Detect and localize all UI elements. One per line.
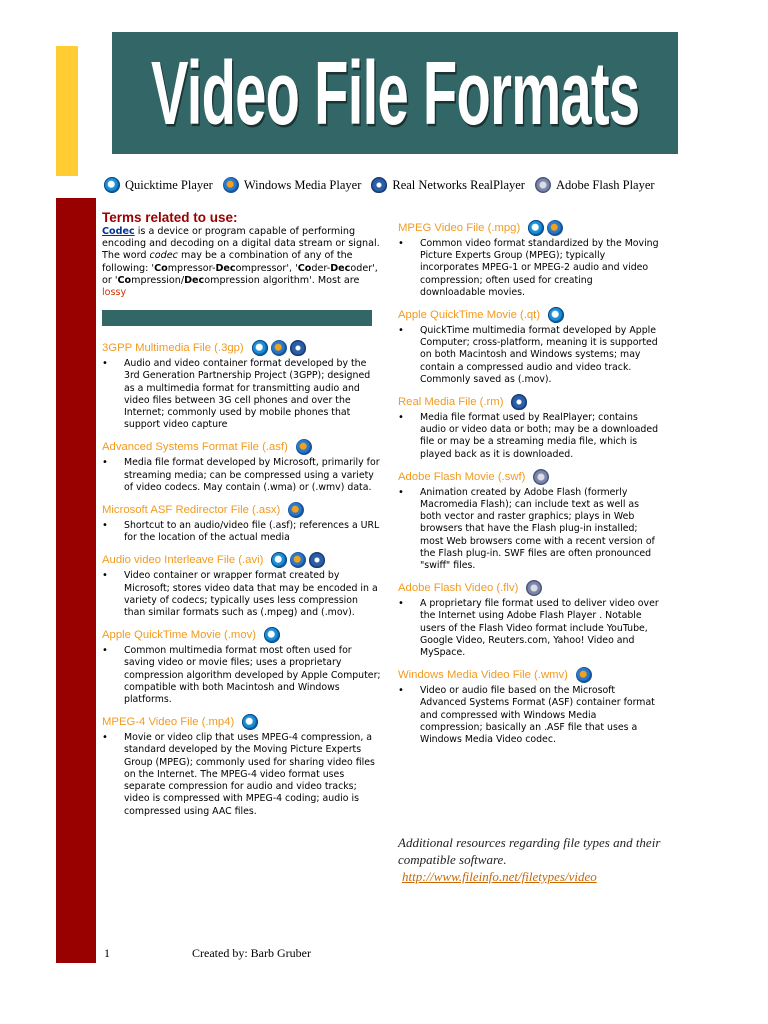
terms-text: is a device or program capable of performing encoding and decoding on a digital data stream or signal. The word — [102, 226, 380, 262]
format-description: Video or audio file based on the Microsoft Advanced Systems Format (ASF) container format and compressed with Windows Media compression; basically an .ASF file that uses a Windows Media Video codec. — [420, 685, 655, 746]
format-heading-text: Audio video Interleave File (.avi) — [102, 554, 264, 567]
format-heading-text: Microsoft ASF Redirector File (.asx) — [102, 504, 281, 517]
format-description: QuickTime multimedia format developed by Apple Computer; cross-platform, meaning it is supported on both Macintosh and Windows systems; may contain a compressed audio and video track. Commonly saved as (.mov). — [420, 325, 658, 385]
terms-text: mpressor- — [167, 262, 216, 274]
bullet-icon: • — [102, 645, 108, 657]
lossy-link[interactable]: lossy — [102, 287, 127, 299]
format-section — [398, 394, 660, 461]
format-heading-text: Windows Media Video File (.wmv) — [398, 669, 568, 682]
terms-text: ompressor', ' — [235, 262, 298, 274]
format-section — [398, 220, 660, 299]
format-heading-text: Apple QuickTime Movie (.qt) — [398, 309, 541, 322]
windows-media-icon — [296, 439, 312, 455]
terms-text: Dec — [184, 274, 205, 286]
windows-media-icon — [271, 340, 287, 356]
format-bullet — [102, 570, 382, 619]
format-heading-text: Adobe Flash Video (.flv) — [398, 582, 519, 595]
bullet-icon: • — [398, 486, 404, 498]
legend-label: Windows Media Player — [243, 177, 362, 192]
realplayer-icon — [511, 394, 527, 410]
resources-note — [398, 834, 668, 885]
terms-text: may be a combination of any of the following: ' — [102, 250, 353, 274]
format-heading — [102, 714, 382, 730]
legend-quicktime — [104, 177, 213, 193]
format-section — [398, 667, 660, 746]
format-heading — [102, 439, 382, 455]
bullet-icon: • — [102, 570, 108, 582]
terms-text: ompression algorithm'. Most are — [204, 274, 360, 286]
format-bullet — [398, 598, 660, 659]
terms-text: codec — [149, 250, 178, 262]
bullet-icon: • — [398, 325, 404, 337]
bullet-icon: • — [102, 520, 108, 532]
bullet-icon: • — [102, 457, 108, 469]
format-heading — [102, 502, 382, 518]
flash-icon — [533, 469, 549, 485]
legend-realplayer — [371, 177, 525, 193]
legend-label: Quicktime Player — [125, 177, 213, 192]
format-section — [102, 502, 382, 544]
yellow-side-bar — [56, 46, 78, 176]
title-banner — [112, 32, 678, 154]
format-section — [398, 307, 660, 386]
format-heading-text: 3GPP Multimedia File (.3gp) — [102, 342, 244, 355]
format-heading-text: MPEG Video File (.mpg) — [398, 222, 521, 234]
format-description: Common multimedia format most often used for saving video or movie files; uses a proprietary compression algorithm developed by Apple Computer; compatible with both Macintosh and Windows platforms. — [124, 645, 381, 706]
bullet-icon: • — [102, 358, 108, 370]
format-icons — [511, 394, 530, 410]
format-icons — [242, 714, 261, 730]
format-heading — [398, 469, 660, 485]
format-heading — [102, 340, 382, 356]
page-number: 1 — [104, 946, 110, 960]
format-icons — [526, 580, 545, 596]
format-heading-text: Real Media File (.rm) — [398, 396, 504, 409]
bullet-icon: • — [102, 732, 108, 744]
format-description: Video container or wrapper format created by Microsoft; stores video data that may be encoded in a variety of codecs; typically uses less compression than similar formats such as (.mpeg) and (.mov). — [124, 570, 378, 619]
bullet-icon: • — [398, 412, 404, 424]
terms-text: Co — [117, 274, 132, 286]
format-description: Movie or video clip that uses MPEG-4 compression, a standard developed by the Moving Picture Experts Group (MPEG); commonly used for sharing video files on the Internet. The MPEG-4 video format uses separate compression for audio and video tracks; video is compressed with MPEG-4 coding; audio is compressed using AAC files. — [124, 732, 375, 817]
format-description: Shortcut to an audio/video file (.asf); references a URL for the location of the actual media — [124, 520, 380, 544]
terms-text: Dec — [330, 262, 351, 274]
legend-flash — [535, 177, 655, 193]
format-section — [102, 627, 382, 706]
terms-paragraph — [102, 226, 382, 299]
format-section — [398, 469, 660, 572]
format-heading — [398, 307, 660, 323]
format-description: Common video format standardized by the Moving Picture Experts Group (MPEG); typically incorporates MPEG-1 or MPEG-2 audio and video compression; often used for creating downloadable movies. — [420, 238, 659, 298]
terms-text: mpression/ — [131, 274, 185, 286]
left-sections — [102, 340, 382, 817]
format-heading-text: Advanced Systems Format File (.asf) — [102, 441, 288, 454]
format-description: Media file format developed by Microsoft, primarily for streaming media; can be compressed using a variety of video codecs. May contain (.wma) or (.wmv) data. — [124, 457, 380, 493]
format-bullet — [102, 732, 382, 817]
format-section — [102, 714, 382, 817]
format-bullet — [398, 685, 660, 746]
terms-text: der- — [311, 262, 331, 274]
right-sections — [398, 220, 660, 746]
page-title: Video File Formats — [150, 41, 640, 144]
flash-icon — [526, 580, 542, 596]
quicktime-icon — [548, 307, 564, 323]
quicktime-icon — [528, 220, 544, 236]
format-icons — [533, 469, 552, 485]
format-bullet — [398, 412, 660, 461]
quicktime-icon — [264, 627, 280, 643]
windows-media-icon — [547, 220, 563, 236]
resources-text: Additional resources regarding file types and their compatible software. — [398, 835, 661, 867]
format-icons — [576, 667, 595, 683]
format-icons — [264, 627, 283, 643]
format-heading — [398, 394, 660, 410]
realplayer-icon — [371, 177, 387, 193]
format-bullet — [102, 358, 382, 431]
quicktime-icon — [271, 552, 287, 568]
format-description: Media file format used by RealPlayer; contains audio or video data or both; may be a downloaded file or may be a streaming media file, which is played back as it is downloaded. — [420, 412, 659, 460]
format-bullet — [102, 457, 382, 494]
quicktime-icon — [242, 714, 258, 730]
format-icons — [271, 552, 328, 568]
format-heading — [398, 580, 660, 596]
terms-heading: Terms related to use: — [102, 210, 238, 225]
format-section — [102, 340, 382, 431]
format-bullet — [102, 520, 382, 544]
format-bullet — [102, 645, 382, 706]
left-column — [102, 210, 382, 826]
format-icons — [288, 502, 307, 518]
legend-windows-media — [223, 177, 362, 193]
format-heading — [398, 220, 660, 236]
player-legend — [104, 174, 704, 196]
format-heading — [398, 667, 660, 683]
teal-divider — [102, 310, 372, 326]
realplayer-icon — [309, 552, 325, 568]
resources-link[interactable]: http://www.fileinfo.net/filetypes/video — [402, 869, 597, 884]
legend-label: Real Networks RealPlayer — [392, 177, 525, 192]
codec-term: Codec — [102, 226, 135, 237]
windows-media-icon — [288, 502, 304, 518]
format-icons — [528, 220, 566, 236]
bullet-icon: • — [398, 238, 404, 249]
format-section — [102, 439, 382, 494]
format-icons — [296, 439, 315, 455]
format-section — [102, 552, 382, 619]
format-bullet — [398, 325, 660, 386]
terms-text: Co — [154, 262, 168, 274]
format-icons — [548, 307, 567, 323]
terms-text: Co — [297, 262, 312, 274]
format-description: A proprietary file format used to deliver video over the Internet using Adobe Flash Player . Notable users of the Flash Video format include YouTube, Google Video, Reuters.com, Yahoo! Video and MySpace. — [420, 598, 659, 659]
flash-icon — [535, 177, 551, 193]
windows-media-icon — [223, 177, 239, 193]
format-bullet — [398, 487, 660, 572]
right-column — [398, 220, 660, 754]
format-heading-text: Adobe Flash Movie (.swf) — [398, 470, 526, 483]
format-section — [398, 580, 660, 659]
format-heading — [102, 552, 382, 568]
quicktime-icon — [252, 340, 268, 356]
terms-text: oder', or ' — [102, 262, 378, 286]
format-heading-text: MPEG-4 Video File (.mp4) — [102, 716, 235, 729]
windows-media-icon — [576, 667, 592, 683]
format-icons — [252, 340, 309, 356]
format-heading-text: Apple QuickTime Movie (.mov) — [102, 629, 257, 642]
legend-label: Adobe Flash Player — [555, 177, 655, 192]
format-heading — [102, 627, 382, 643]
bullet-icon: • — [398, 598, 404, 610]
credit-line: Created by: Barb Gruber — [192, 946, 311, 960]
format-description: Audio and video container format developed by the 3rd Generation Partnership Project (3GPP); designed as a multimedia format for transmitting audio and video files between 3G cell phones and over the Internet; commonly used by mobile phones that support video capture — [124, 358, 371, 431]
bullet-icon: • — [398, 685, 404, 697]
format-bullet — [398, 238, 660, 299]
quicktime-icon — [104, 177, 120, 193]
terms-text: Dec — [215, 262, 236, 274]
format-description: Animation created by Adobe Flash (formerly Macromedia Flash); can include text as well as both vector and raster graphics; plays in Web browsers that have the Flash plug-in installed; most Web browsers come with a recent version of the Flash plug-in. SWF files are often pronounced "swiff" files. — [420, 486, 655, 572]
red-side-bar — [56, 198, 96, 963]
realplayer-icon — [290, 340, 306, 356]
windows-media-icon — [290, 552, 306, 568]
